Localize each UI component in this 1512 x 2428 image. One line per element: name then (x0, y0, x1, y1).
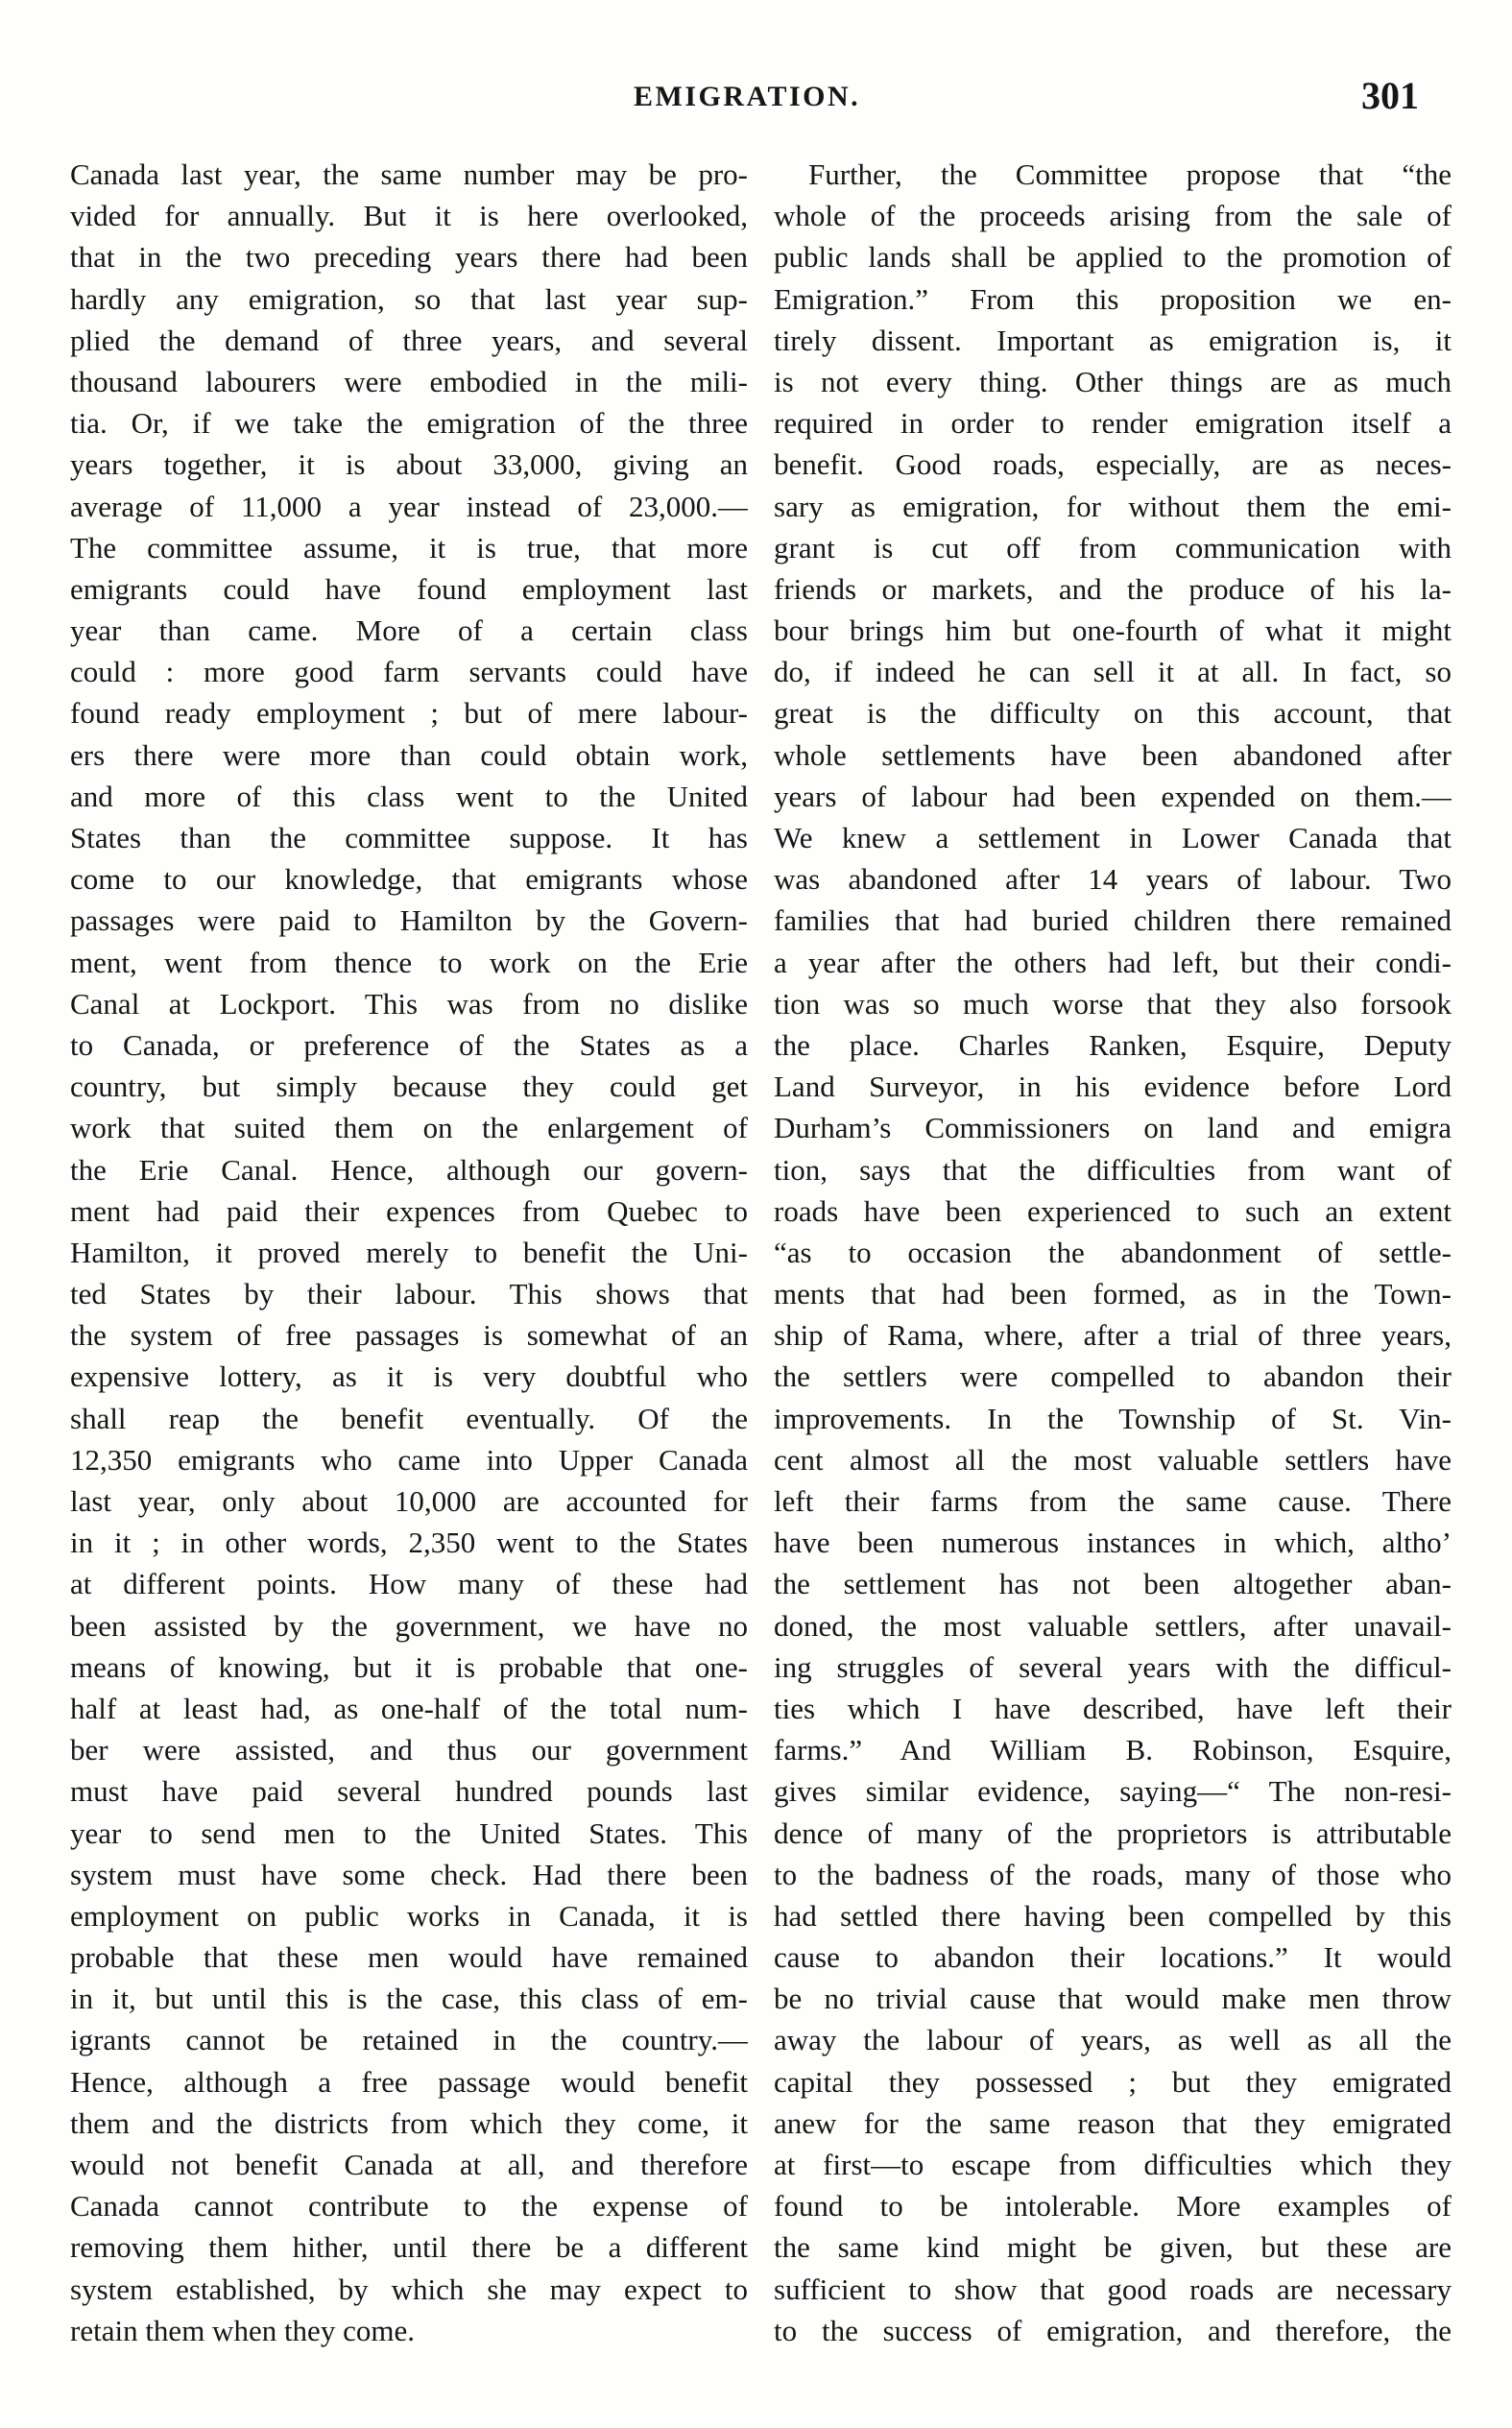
text-line: could : more good farm servants could have (70, 655, 748, 689)
text-line: ments that had been formed, as in the Town- (774, 1277, 1452, 1311)
text-line: been assisted by the government, we have no (70, 1608, 748, 1643)
text-line: States than the committee suppose. It has (70, 821, 748, 854)
text-line: left their farms from the same cause. There (774, 1484, 1452, 1518)
text-line: must have paid several hundred pounds last (70, 1774, 748, 1809)
text-line: dence of many of the proprietors is attributable (774, 1815, 1452, 1850)
text-line: at first—to escape from difficulties which they (774, 2148, 1452, 2181)
text-line: the system of free passages is somewhat of an (70, 1318, 748, 1353)
text-line: Hamilton, it proved merely to benefit the Uni- (70, 1235, 748, 1269)
text-line: benefit. Good roads, especially, are as neces- (774, 447, 1452, 482)
text-line: “as to occasion the abandonment of settle- (774, 1235, 1452, 1269)
text-line: igrants cannot be retained in the country.— (70, 2023, 748, 2057)
text-line: years together, it is about 33,000, giving an (70, 447, 748, 482)
text-line: Land Surveyor, in his evidence before Lord (774, 1070, 1452, 1104)
text-line: last year, only about 10,000 are accounted for (70, 1484, 748, 1518)
text-line: thousand labourers were embodied in the mili- (70, 364, 748, 398)
text-line: be no trivial cause that would make men throw (774, 1982, 1452, 2016)
text-line: sufficient to show that good roads are necessary (774, 2272, 1452, 2306)
text-line: ers there were more than could obtain work, (70, 737, 748, 772)
text-line: tia. Or, if we take the emigration of the three (70, 406, 748, 441)
text-line: system must have some check. Had there been (70, 1857, 748, 1891)
text-line: to the success of emigration, and therefore, the (774, 2313, 1452, 2347)
text-line: cent almost all the most valuable settlers have (774, 1442, 1452, 1477)
page-number: 301 (1361, 74, 1419, 117)
text-line: hardly any emigration, so that last year sup- (70, 281, 748, 316)
text-line: the settlers were compelled to abandon their (774, 1359, 1452, 1394)
text-line: year to send men to the United States. This (70, 1815, 748, 1850)
text-line: a year after the others had left, but their condi- (774, 945, 1452, 979)
text-line: away the labour of years, as well as all the (774, 2023, 1452, 2057)
text-line: do, if indeed he can sell it at all. In fact, so (774, 655, 1452, 689)
text-line: Hence, although a free passage would benefit (70, 2064, 748, 2099)
text-line: tion, says that the difficulties from want of (774, 1152, 1452, 1187)
text-line: Emigration.” From this proposition we en- (774, 281, 1452, 316)
text-line: the settlement has not been altogether aban- (774, 1567, 1452, 1601)
text-line: probable that these men would have remained (70, 1940, 748, 1975)
text-line: in it ; in other words, 2,350 went to the States (70, 1526, 748, 1560)
text-line: ment had paid their expences from Quebec to (70, 1193, 748, 1228)
text-line: capital they possessed ; but they emigrated (774, 2064, 1452, 2099)
text-line: means of knowing, but it is probable that one- (70, 1649, 748, 1684)
text-line: ties which I have described, have left their (774, 1691, 1452, 1725)
text-line: in it, but until this is the case, this class of em- (70, 1982, 748, 2016)
text-line: roads have been experienced to such an extent (774, 1193, 1452, 1228)
right-text-column (774, 154, 1452, 2351)
text-line: found ready employment ; but of mere labour- (70, 696, 748, 731)
text-line: whole settlements have been abandoned after (774, 737, 1452, 772)
text-line: the same kind might be given, but these are (774, 2230, 1452, 2265)
text-line: vided for annually. But it is here overlooked, (70, 199, 748, 233)
text-line: work that suited them on the enlargement of (70, 1111, 748, 1145)
text-line: Canada last year, the same number may be pro- (70, 157, 748, 191)
text-line: We knew a settlement in Lower Canada that (774, 821, 1452, 854)
text-line: that in the two preceding years there had been (70, 240, 748, 275)
text-line: Canal at Lockport. This was from no dislike (70, 986, 748, 1021)
text-line: years of labour had been expended on them.— (774, 779, 1452, 813)
text-line: the Erie Canal. Hence, although our govern- (70, 1152, 748, 1187)
text-line: emigrants could have found employment last (70, 571, 748, 606)
text-line: would not benefit Canada at all, and therefore (70, 2148, 748, 2181)
left-text-column (70, 154, 748, 2351)
text-line: Canada cannot contribute to the expense of (70, 2189, 748, 2224)
text-line: grant is cut off from communication with (774, 530, 1452, 565)
text-line: friends or markets, and the produce of his la- (774, 571, 1452, 606)
text-line: half at least had, as one-half of the total num- (70, 1691, 748, 1725)
text-line: ship of Rama, where, after a trial of three years, (774, 1318, 1452, 1353)
text-line: improvements. In the Township of St. Vin- (774, 1401, 1452, 1435)
text-line: had settled there having been compelled by this (774, 1898, 1452, 1933)
text-line: ing struggles of several years with the difficul- (774, 1649, 1452, 1684)
text-line: shall reap the benefit eventually. Of the (70, 1401, 748, 1435)
text-line: plied the demand of three years, and several (70, 323, 748, 357)
text-line: country, but simply because they could get (70, 1070, 748, 1104)
text-line: cause to abandon their locations.” It would (774, 1940, 1452, 1975)
text-line: ber were assisted, and thus our government (70, 1733, 748, 1767)
text-line: was abandoned after 14 years of labour. Two (774, 862, 1452, 897)
text-line: system established, by which she may expect to (70, 2272, 748, 2306)
text-line: found to be intolerable. More examples of (774, 2189, 1452, 2224)
text-line: The committee assume, it is true, that more (70, 530, 748, 565)
text-line: bour brings him but one-fourth of what it might (774, 613, 1452, 648)
text-line: passages were paid to Hamilton by the Govern- (70, 903, 748, 938)
text-line: employment on public works in Canada, it is (70, 1898, 748, 1933)
text-line: Durham’s Commissioners on land and emigra (774, 1111, 1452, 1145)
text-line: families that had buried children there remained (774, 903, 1452, 938)
text-line: doned, the most valuable settlers, after unavail- (774, 1608, 1452, 1643)
text-line: required in order to render emigration itself a (774, 406, 1452, 441)
text-line: anew for the same reason that they emigrated (774, 2105, 1452, 2140)
text-line: come to our knowledge, that emigrants whose (70, 862, 748, 897)
text-line: is not every thing. Other things are as much (774, 364, 1452, 398)
text-line: farms.” And William B. Robinson, Esquire, (774, 1733, 1452, 1767)
text-line: ted States by their labour. This shows that (70, 1277, 748, 1311)
text-line: and more of this class went to the United (70, 779, 748, 813)
text-line: public lands shall be applied to the promotion of (774, 240, 1452, 275)
text-line: at different points. How many of these had (70, 1567, 748, 1601)
text-line: whole of the proceeds arising from the sale of (774, 199, 1452, 233)
running-title: EMIGRATION. (634, 81, 861, 112)
text-line: Further, the Committee propose that “the (808, 157, 1452, 191)
text-line: gives similar evidence, saying—“ The non-resi- (774, 1774, 1452, 1809)
text-line: retain them when they come. (70, 2313, 415, 2347)
text-line: great is the difficulty on this account, that (774, 696, 1452, 731)
text-line: them and the districts from which they come, it (70, 2105, 748, 2140)
text-line: ment, went from thence to work on the Erie (70, 945, 748, 979)
text-line: sary as emigration, for without them the emi- (774, 489, 1452, 523)
text-line: tirely dissent. Important as emigration is, it (774, 323, 1452, 357)
text-line: to Canada, or preference of the States as a (70, 1027, 748, 1062)
text-line: 12,350 emigrants who came into Upper Canada (70, 1442, 748, 1477)
text-line: have been numerous instances in which, altho’ (774, 1526, 1452, 1560)
text-line: expensive lottery, as it is very doubtful who (70, 1359, 748, 1394)
text-line: tion was so much worse that they also forsook (774, 986, 1452, 1021)
text-line: year than came. More of a certain class (70, 613, 748, 648)
text-line: removing them hither, until there be a different (70, 2230, 748, 2265)
text-line: the place. Charles Ranken, Esquire, Deputy (774, 1027, 1452, 1062)
text-line: average of 11,000 a year instead of 23,000.— (70, 489, 748, 523)
text-line: to the badness of the roads, many of those who (774, 1857, 1452, 1891)
running-head (0, 74, 1512, 129)
